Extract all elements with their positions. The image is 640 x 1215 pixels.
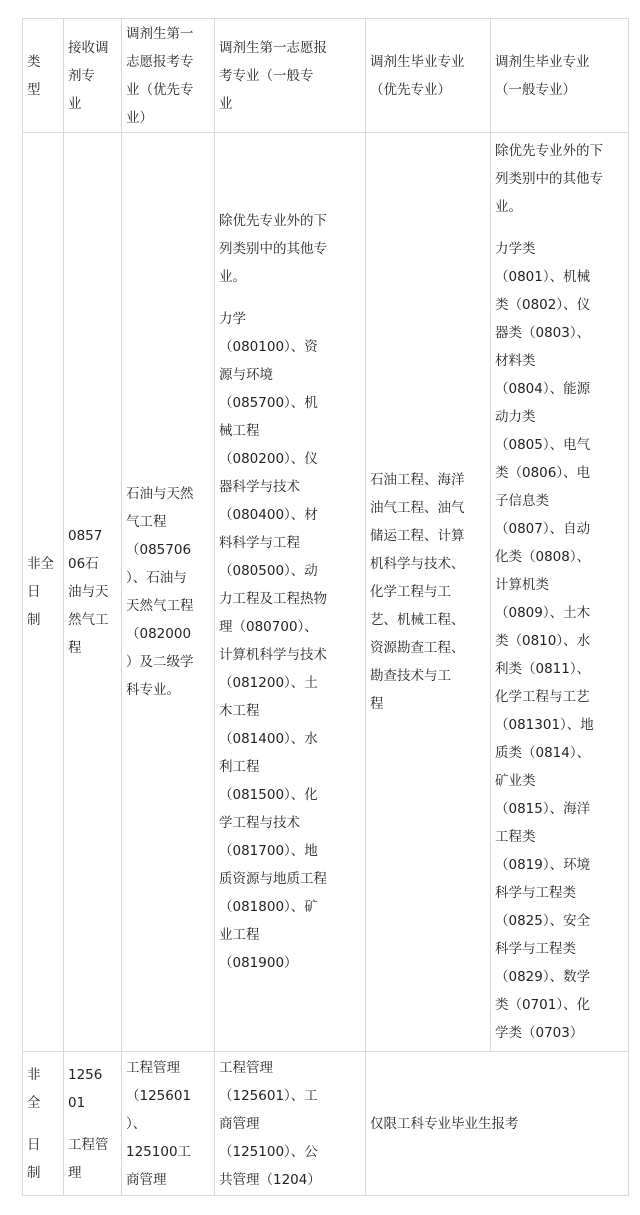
row1-general-first-choice-intro: 除优先专业外的下 列类别中的其他专 业。: [219, 213, 327, 285]
header-grad-major-general: [490, 18, 629, 133]
row2-major-code: 1256 01: [68, 1066, 103, 1111]
header-first-choice-general-text: 调剂生第一志愿报 考专业（一般专 业: [219, 39, 327, 112]
row1-general-first-choice-list: 力学 （080100）、资 源与环境 （085700）、机 械工程 （080200）、仪 器科学与技术 （080400）、材 料科学与工程 （080500）、动 力工程及工程热物 理（080700）、 计算机科学与技术 （081200）、土 木工程 （081400）、水 利工程 （081500）、化 学工程与技术 （081700）、地 质资源与地质工程 （081800）、矿 业工程 （081900）: [219, 311, 327, 971]
row1-pref-first-choice: [121, 132, 215, 1052]
row2-general-first-choice: [214, 1051, 366, 1196]
row1-general-first-choice: [214, 132, 366, 1052]
row1-type-text: 非全 日 制: [27, 556, 54, 628]
row2-pref-first-choice-text: 工程管理 （125601 ）、 125100工 商管理: [126, 1059, 192, 1188]
header-first-choice-general: [214, 18, 366, 133]
header-type: [22, 18, 64, 133]
header-first-choice-preferred-text: 调剂生第一 志愿报考专 业（优先专 业）: [126, 25, 194, 126]
row1-major: [63, 132, 122, 1052]
header-grad-major-preferred-text: 调剂生毕业专业 （优先专业）: [370, 53, 465, 98]
header-receiving-major-text: 接收调 剂专 业: [68, 39, 109, 112]
header-first-choice-preferred: [121, 18, 215, 133]
row2-type-bottom: 日 制: [27, 1136, 41, 1181]
row2-general-first-choice-text: 工程管理 （125601）、工 商管理 （125100）、公 共管理（1204）: [219, 1059, 321, 1188]
row1-general-grad-list: 力学类 （0801）、机械 类（0802）、仪 器类（0803）、 材料类 （0804）、能源 动力类 （0805）、电气 类（0806）、电 子信息类 （0807）、自动 化类（0808）、 计算机类 （0809）、土木 类（0810）、水 利类（0811）、 化学工程与工艺 （081301）、地 质类（0814）、 矿业类 （0815）、海洋 工程类 （0819）、环境 科学与工程类 （0825）、安全 科学与工程类 （0829）、数学 类（0701）、化 学类（0703）: [495, 241, 594, 1041]
row1-general-grad-intro: 除优先专业外的下 列类别中的其他专 业。: [495, 143, 603, 215]
row1-pref-grad-text: 石油工程、海洋 油气工程、油气 储运工程、计算 机科学与技术、 化学工程与工 艺、机械工程、 资源勘查工程、 勘查技术与工 程: [370, 472, 465, 712]
row2-pref-first-choice: [121, 1051, 215, 1196]
header-receiving-major: [63, 18, 122, 133]
row2-type-top: 非 全: [27, 1066, 41, 1111]
admissions-table: [22, 18, 629, 1196]
row1-major-text: 0857 06石 油与天 然气工 程: [68, 528, 109, 656]
row2-grad-note: [365, 1051, 629, 1196]
row2-type: [22, 1051, 64, 1196]
row1-pref-first-choice-text: 石油与天然 气工程 （085706 ）、石油与 天然气工程 （082000 ）及二级学 科专业。: [126, 486, 194, 698]
header-grad-major-preferred: [365, 18, 491, 133]
row2-grad-note-text: 仅限工科专业毕业生报考: [370, 1115, 519, 1132]
row1-type: [22, 132, 64, 1052]
row1-general-grad: [490, 132, 629, 1052]
row1-pref-grad: [365, 132, 491, 1052]
header-type-text: 类 型: [27, 53, 41, 98]
row2-major-name: 工程管 理: [68, 1136, 109, 1181]
row2-major: [63, 1051, 122, 1196]
header-grad-major-general-text: 调剂生毕业专业 （一般专业）: [495, 53, 590, 98]
